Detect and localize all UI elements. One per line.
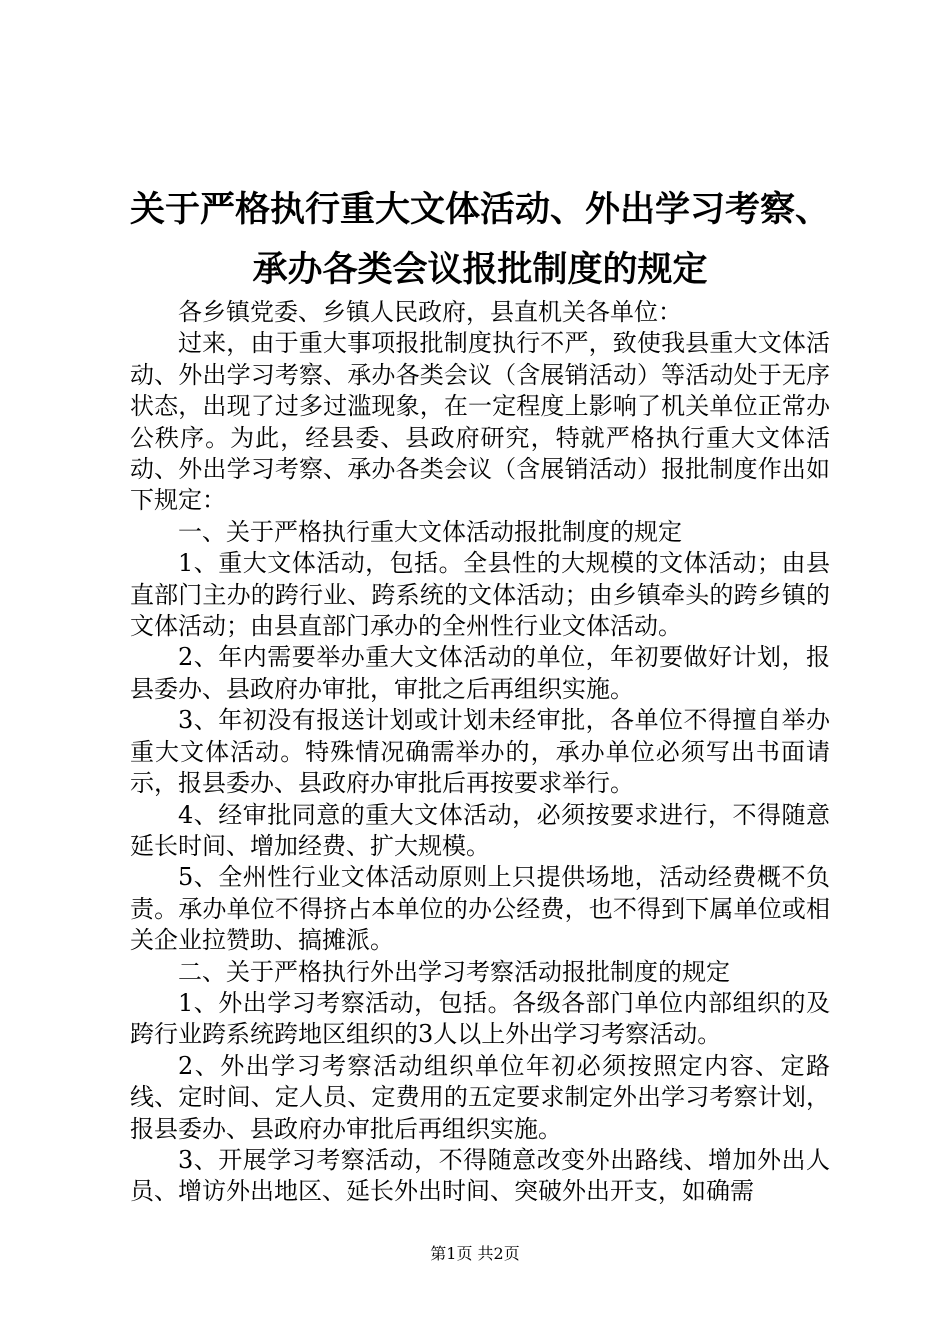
- document-title-line-1: 关于严格执行重大文体活动、外出学习考察、: [129, 189, 830, 230]
- section-1-item-3: 3、年初没有报送计划或计划未经审批，各单位不得擅自举办重大文体活动。特殊情况确需举办的，承办单位必须写出书面请示，报县委办、县政府办审批后再按要求举行。: [130, 706, 830, 798]
- document-title-line-2: 承办各类会议报批制度的规定: [252, 249, 708, 290]
- section-2-item-3: 3、开展学习考察活动，不得随意改变外出路线、增加外出人员、增访外出地区、延长外出时间、突破外出开支，如确需: [130, 1145, 830, 1206]
- section-1-item-2: 2、年内需要举办重大文体活动的单位，年初要做好计划，报县委办、县政府办审批，审批之后再组织实施。: [130, 643, 830, 703]
- section-heading-1: 一、关于严格执行重大文体活动报批制度的规定: [178, 517, 682, 546]
- section-1-item-1: 1、重大文体活动，包括。全县性的大规模的文体活动；由县直部门主办的跨行业、跨系统的文体活动；由乡镇牵头的跨乡镇的文体活动；由县直部门承办的全州性行业文体活动。: [130, 549, 830, 641]
- section-2-item-2: 2、外出学习考察活动组织单位年初必须按照定内容、定路线、定时间、定人员、定费用的五定要求制定外出学习考察计划，报县委办、县政府办审批后再组织实施。: [130, 1051, 830, 1143]
- section-heading-2: 二、关于严格执行外出学习考察活动报批制度的规定: [178, 957, 730, 986]
- section-1-item-4: 4、经审批同意的重大文体活动，必须按要求进行，不得随意延长时间、增加经费、扩大规模。: [130, 800, 830, 860]
- document-body: [130, 297, 830, 1208]
- section-2-item-1: 1、外出学习考察活动，包括。各级各部门单位内部组织的及跨行业跨系统跨地区组织的3人以上外出学习考察活动。: [130, 988, 830, 1049]
- salutation: 各乡镇党委、乡镇人民政府，县直机关各单位：: [178, 298, 682, 326]
- page-number-footer: 第1页 共2页: [430, 1244, 520, 1263]
- intro-paragraph: 过来，由于重大事项报批制度执行不严，致使我县重大文体活动、外出学习考察、承办各类会议（含展销活动）等活动处于无序状态，出现了过多过滥现象，在一定程度上影响了机关单位正常办公秩序。为此，经县委、县政府研究，特就严格执行重大文体活动、外出学习考察、承办各类会议（含展销活动）报批制度作出如下规定：: [130, 329, 830, 515]
- section-1-item-5: 5、全州性行业文体活动原则上只提供场地，活动经费概不负责。承办单位不得挤占本单位的办公经费，也不得到下属单位或相关企业拉赞助、搞摊派。: [130, 863, 830, 955]
